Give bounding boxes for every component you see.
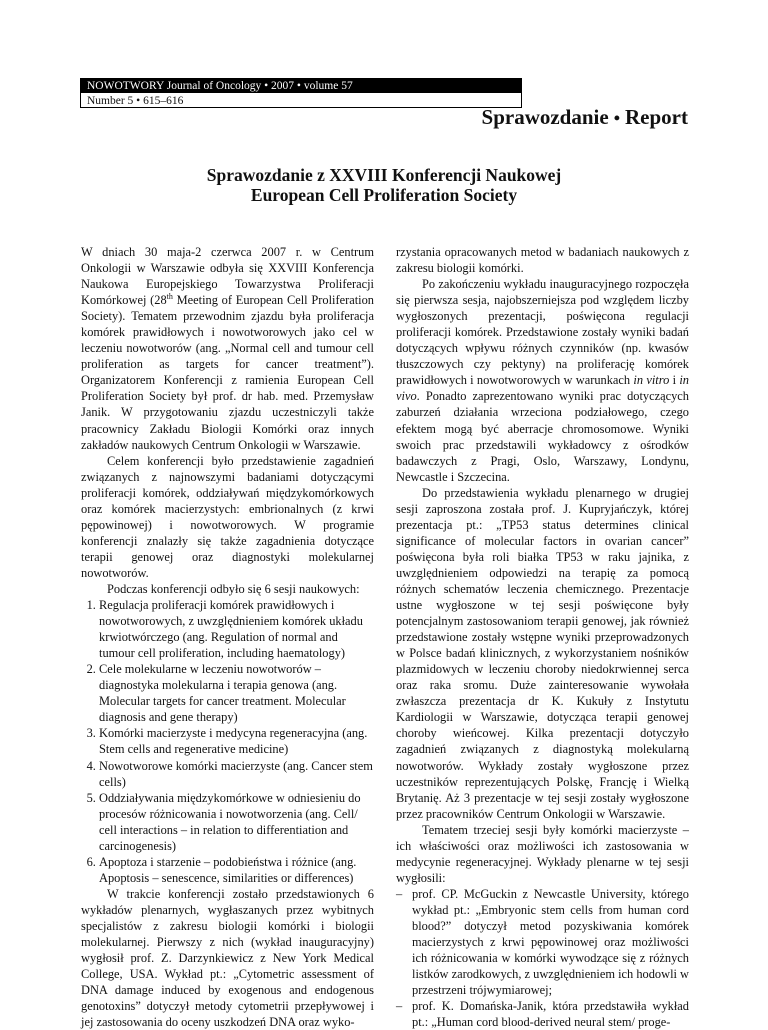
section-heading-en: Report <box>625 105 688 129</box>
paragraph-session-one-text: Po zakończeniu wykładu inauguracyjnego rozpoczęła się pierwsza sesja, najobszerniejsza pod względem liczby wygłoszonych prezentacji, poświęcona regulacji proliferacji komórek. Przedstawione zostały wyniki badań dotyczących wpływu różnych czynników (np. kwasów tłuszczowych czy pektyny) na proliferację komórek prawidłowych i nowotworowych w warunkach <box>396 277 689 388</box>
list-item: 6. Apoptoza i starzenie – podobieństwa i różnice (ang. Apoptosis – senescence, similarities or differences) <box>99 854 374 886</box>
article-title-line-2: European Cell Proliferation Society <box>250 185 518 205</box>
speakers-list <box>396 886 689 1030</box>
paragraph-intro-rest: Meeting of European Cell Proliferation Society). Tematem przewodnim zjazdu była proliferacja komórek prawidłowych i nowotworowych jako cel w leczeniu nowotworów (ang. „Normal cell and tumour cell proliferation as targets for cancer treatment”). Organizatorem Konferencji z ramienia European Cell Proliferation Society był prof. dr hab. med. Przemysław Janik. W przygotowaniu zjazdu uczestniczyli także pracownicy Zakładu Biologii Komórki oraz innych zakładów naukowych Centrum Onkologii w Warszawie. <box>81 293 374 452</box>
paragraph-plenary: W trakcie konferencji zostało przedstawionych 6 wykładów plenarnych, wygłaszanych przez wybitnych specjalistów z zakresu biologii komórki i biologii molekularnej. Pierwszy z nich (wykład inauguracyjny) wygłosił prof. Z. Darzynkiewicz z New York Medical College, USA. Wykład pt.: „Cytometric assessment of DNA damage induced by exogenous and endogenous genotoxins” dotyczył metody cytometrii przepływowej i jej zastosowania do oceny uszkodzeń DNA oraz wyko- <box>81 886 374 1030</box>
sessions-list <box>81 597 374 886</box>
conjunction-and: i <box>669 373 680 388</box>
list-item: – prof. K. Domańska-Janik, która przedstawiła wykład pt.: „Human cord blood-derived neural stem/ proge- <box>396 998 689 1030</box>
article-title <box>80 165 688 205</box>
term-in-vivo: in vivo <box>396 373 689 404</box>
journal-header-box <box>80 78 522 108</box>
paragraph-aims: Celem konferencji było przedstawienie zagadnień związanych z najnowszymi badaniami dotyczącymi proliferacji komórek, oddziaływań międzykomórkowych oraz komórek macierzystych: embrionalnych (z krwi pępowinowej) i nowotworowych. W programie konferencji znalazły się także zagadnienia dotyczące terapii genowej oraz diagnostyki molekularnej nowotworów. <box>81 453 374 580</box>
paragraph-sessions-intro: Podczas konferencji odbyło się 6 sesji naukowych: <box>107 581 360 596</box>
right-column <box>396 244 689 1030</box>
list-item: 5. Oddziaływania międzykomórkowe w odniesieniu do procesów różnicowania i nowotworzenia (ang. Cell/ cell interactions – in relation to differentiation and carcinogenesis) <box>99 790 374 854</box>
ordinal-superscript: th <box>166 292 173 302</box>
list-item: 1. Regulacja proliferacji komórek prawidłowych i nowotworowych, z uwzględnieniem komórek układu krwiotwórczego (ang. Regulation of normal and tumour cell proliferation, including haematology) <box>99 597 374 661</box>
paragraph-session-one-rest: . Ponadto zaprezentowano wyniki prac dotyczących zaburzeń działania wrzeciona podziałowego, czego efektem mogą być aberracje chromosomowe. Wyniki swoich prac przedstawili wykładowcy z ośrodków badawczych z Pragi, Oslo, Warszawy, Londynu, Newcastle i Szczecina. <box>396 389 689 484</box>
term-in-vitro: in vitro <box>633 373 670 388</box>
paragraph-continuation: rzystania opracowanych metod w badaniach naukowych z zakresu biologii komórki. <box>396 245 689 276</box>
paragraph-intro <box>81 244 374 453</box>
section-heading <box>482 105 688 130</box>
section-heading-bullet: • <box>613 108 621 128</box>
paragraph-session-two: Do przedstawienia wykładu plenarnego w drugiej sesji zaproszona została prof. J. Kupryjańczyk, której prezentacja pt.: „TP53 status determines clinical significance of molecular factors in ovarian cancer” poświęcona była roli białka TP53 w raku jajnika, z uwzględnieniem odpowiedzi na terapię za pomocą różnych schematów leczenia chemicznego. Prezentacje ustne wygłoszone w tej sesji poświęcone były potencjalnym zastosowaniom terapii genowej, jak również przedstawione zostały wstępne wyniki przeprowadzonych w Polsce badań klinicznych, z wykorzystaniem nośników plazmidowych w leczeniu choroby niedokrwiennej serca oraz raka sromu. Duże zainteresowanie wywołała zwłaszcza prezentacja dr K. Kukuły z Instytutu Kardiologii w Warszawie, dotycząca terapii genowej choroby wieńcowej. Kilka prezentacji dotyczyło zagadnień związanych z diagnostyką molekularną nowotworów. Wykłady zostały wygłoszone przez uczestników reprezentujących Polskę, Francję i Wielką Brytanię. Aż 3 prezentacje w tej sesji zostały wygłoszone przez pracowników Centrum Onkologii w Warszawie. <box>396 485 689 821</box>
paragraph-session-one <box>396 276 689 485</box>
left-column <box>81 244 374 1030</box>
section-heading-pl: Sprawozdanie <box>481 105 609 129</box>
issue-number-line: Number 5 • 615–616 <box>87 95 184 107</box>
article-title-line-1: Sprawozdanie z XXVIII Konferencji Naukowej <box>206 165 562 185</box>
journal-title-bar: NOWOTWORY Journal of Oncology • 2007 • volume 57 <box>81 79 521 93</box>
paragraph-session-three: Tematem trzeciej sesji były komórki macierzyste – ich właściwości oraz możliwości ich zastosowania w medycynie regeneracyjnej. Wykłady plenarne w tej sesji wygłosili: <box>396 822 689 885</box>
paragraph-intro-text: W dniach 30 maja-2 czerwca 2007 r. w Centrum Onkologii w Warszawie odbyła się XXVIII Konferencja Naukowa Europejskiego Towarzystwa Proliferacji Komórkowej (28 <box>81 245 374 308</box>
list-item: 2. Cele molekularne w leczeniu nowotworów – diagnostyka molekularna i terapia genowa (ang. Molecular targets for cancer treatment. Molecular diagnosis and gene therapy) <box>99 661 374 725</box>
list-item: 3. Komórki macierzyste i medycyna regeneracyjna (ang. Stem cells and regenerative medicine) <box>99 725 374 757</box>
list-item: – prof. CP. McGuckin z Newcastle University, którego wykład pt.: „Embryonic stem cells from human cord blood?” dotyczył metod pozyskiwania komórek macierzystych z krwi pępowinowej oraz możliwości ich różnicowania w komórki wywodzące się z różnych listków zarodkowych, z uwzględnieniem ich hodowli w przestrzeni trójwymiarowej; <box>396 886 689 998</box>
list-item: 4. Nowotworowe komórki macierzyste (ang. Cancer stem cells) <box>99 758 374 790</box>
